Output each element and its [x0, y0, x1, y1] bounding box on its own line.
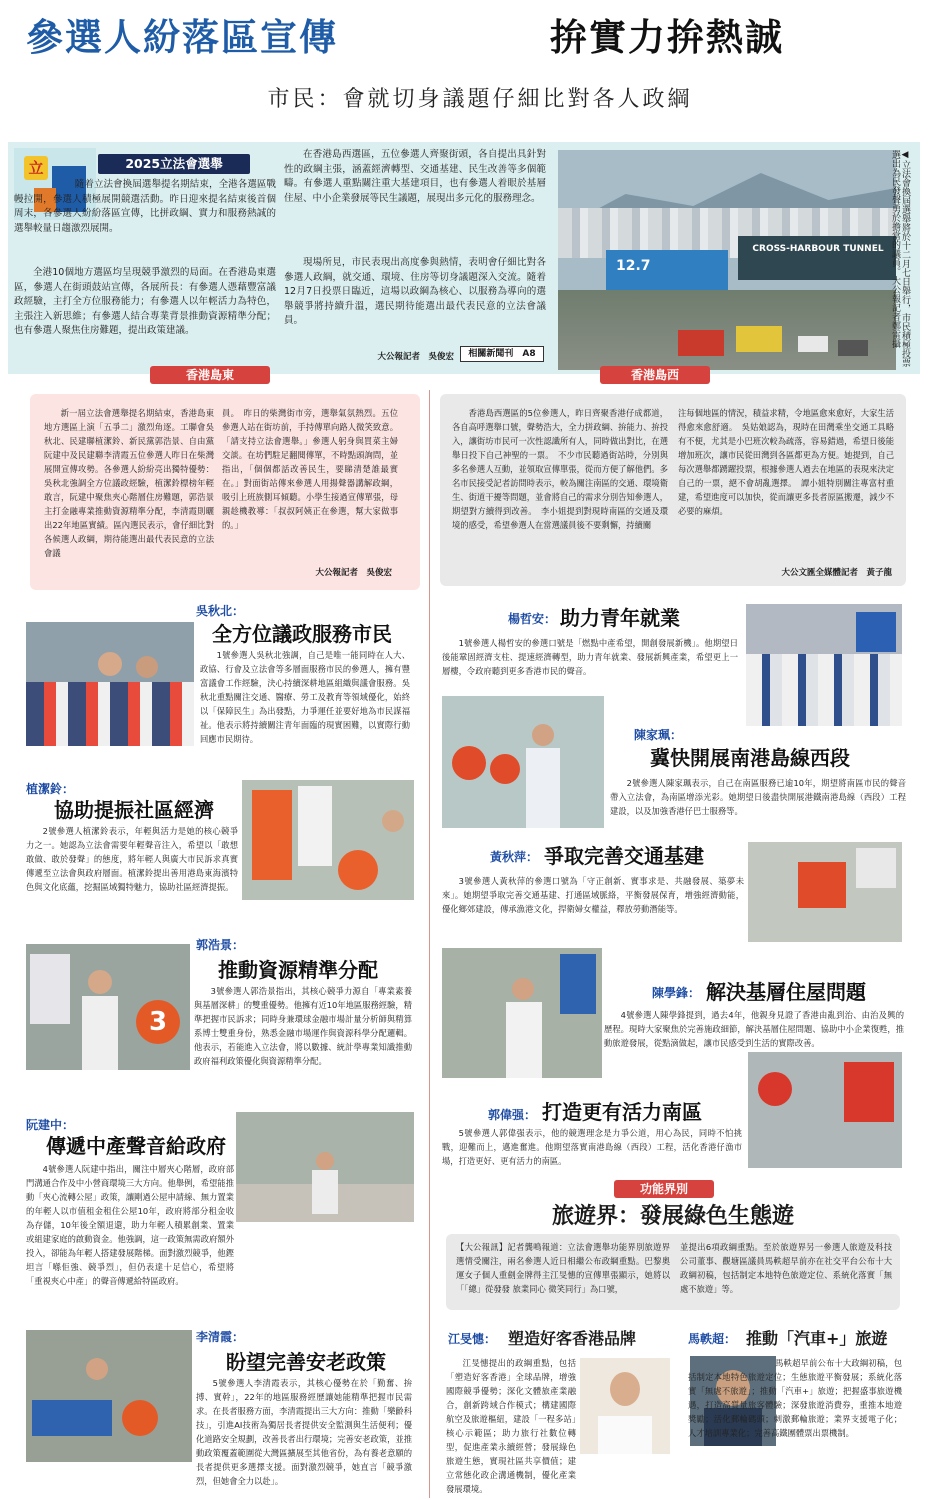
road-traffic: [558, 290, 896, 370]
east-candidate-4-quote: 傳遞中產聲音給政府: [46, 1134, 226, 1158]
east-candidate-3-photo: [26, 944, 190, 1070]
person-head: [532, 724, 554, 746]
poster-board: [560, 954, 596, 1014]
functional-intro-col1: 【大公報訊】記者龔鳴報道：立法會選舉功能界別旅遊界選情受關注，兩名參選人近日相繼公布政綱重點。巴黎奧運女子個人重劍金牌得主江旻憓的宣傳單張顯示，她將以「「總」從發發 旅業同心 微笑同行」為口號，: [456, 1242, 670, 1294]
west-candidate-5-name: 郭偉强：: [488, 1108, 537, 1122]
person-head: [382, 810, 404, 832]
related-news-ref: 相關新聞刊 A8: [460, 346, 544, 362]
west-candidate-2-name: 陳家珮：: [634, 728, 683, 742]
functional-intro-col2: 並提出6項政綱重點。至於旅遊界另一參選人旅遊及科技公司董事、觀塘區議員馬軼超早前亦在社交平台公布十大政綱初稿，包括制定本地特色旅遊定位、系統化落實「無處不旅遊」等。: [680, 1242, 892, 1294]
intro-paragraph-4: 現場所見，市民表現出高度參與熱情，表明會仔細比對各參選人政綱，就交通、環境、住房等切身議題深入交流。隨着12月7日投票日臨近，這場以政綱為核心、以服務為導向的選舉競爭將持續升溫，選民期待能選出最代表民意的立法會議員。: [284, 257, 546, 326]
intro-paragraph-1: 隨着立法會換屆選舉提名期結束，全港各選區戰幔拉開，參選人積極展開競選活動。昨日迎來提名結束後首個周末，各參選人紛紛落區宣傳，比拼政綱、實力和服務熱誠的選舉較量日趨激烈展開。: [14, 179, 276, 234]
east-candidate-5-quote: 盼望完善安老政策: [226, 1350, 386, 1374]
number-2-board-2: [490, 754, 520, 784]
subheadline: 市民：會就切身議題仔細比對各人政綱: [267, 87, 693, 112]
west-candidate-4-quote: 解決基層住屋問題: [706, 980, 866, 1004]
west-candidate-3-quote: 爭取完善交通基建: [544, 844, 704, 868]
party-badge: 立: [24, 156, 48, 180]
bus-2: [736, 326, 782, 352]
functional-headline: 旅遊界：發展綠色生態遊: [551, 1204, 794, 1229]
west-candidate-4-photo: [442, 948, 602, 1078]
west-candidate-2-quote: 冀快開展南港島線西段: [650, 746, 850, 770]
west-candidate-4-name: 陳學鋒：: [652, 986, 701, 1000]
east-candidate-4-body: 4號參選人阮建中指出，關注中層夾心階層，政府部門溝通合作及中小營商環境三大方向。他舉例，希望能推動「夾心流轉公屋」政策，讓剛過公屋申請線、無力置業的年輕人以市值租金租住公屋10年，政府將部分租金收為存儲，10年後全額退還，助力年輕人積累創業、置業或組建家庭的啟動資金。他強調，這一政策無需政府額外投入，卻能為年輕人搭建發展階梯。面對激烈競爭，他鏗坦言「喺佢強、競爭烈」，但仍表達十足信心，希望將「重視夾心中產」的聲音傳遞給特區政府。: [26, 1164, 234, 1286]
headline-left: 參選人紛落區宣傳: [26, 16, 338, 59]
east-candidate-5-name: 李清霞：: [196, 1330, 245, 1344]
west-candidate-3-body: 3號參選人黃秋萍的參選口號為「守正創新、實事求是、共融發展、築夢未來」。她期望爭取完善交通基建、打通區域脈絡，平衡發展保育，增強經濟動能，優化鄉郊建設，傳承漁港文化，捍衛婦女權益，釋放勞動潛能等。: [442, 876, 744, 914]
west-summary-col1: 香港島西選區的5位參選人，昨日齊聚香港仔成都道，各自高呼選舉口號，聲勢浩大，全力拼政綱、拚能力、拚投入，讓街坊市民可一次性認識所有人，同時做出對比，在選舉日投下自己神聖的一票。 不少市民聽過街站時，分別與多名參選人互動，並領取宣傳單張，從而方便了解他們。多名市民接受記者訪問時表示，較為關注南區的交通、環境衛生、街道干擾等問題，並會將自己的需求分別告知參選人，期望對方續得到改善。 李小姐提到對現時南區的交通及環境的感受，希望參選人在當選議員後不要剩懈，持續關: [452, 408, 668, 530]
functional-candidate-2-body: 馬軼超早前公布十大政綱初稿，包括制定本地特色旅遊定位；生態旅遊平衡發展；系統化落實「無處不旅遊」；推動「汽車+」旅遊；把握盛事旅遊機遇，打造高質量旅客體驗；深發旅遊消費券，重推本地遊獎勵；活化郵輪碼頭；刺激郵輪旅遊；業界支援電子化；人才培訓專業化；完善高鐵團體票出票機制。: [688, 1358, 902, 1438]
election-tag: 2025立法會選舉: [98, 154, 250, 174]
west-candidate-2-photo: [442, 696, 604, 828]
west-summary-col2: 注每個地區的情況，積益求精，令地區愈來愈好，大家生活得愈來愈舒適。 吳姑娘認為，現時在田灣乘坐交通工具略有不便，尤其是小巴班次較為疏落，容易錯過，希望日後能增加班次，讓市民從田灣到各區都更為方便。她提到，自己每次選舉都踴躍投票，根據參選人過去在地區的表現來決定自己的一票，絕不會胡亂選擇。 譚小姐特別關注專富村重建，希望進度可以加快，從而讓更多長者原區搬遷，減少不必要的麻煩。: [678, 408, 894, 516]
crowd: [26, 682, 194, 746]
east-candidate-5-body: 5號參選人李清霞表示，其核心優勢在於「勤奮、拚搏、實幹」，22年的地區服務經歷讓她能精準把握市民需求。在長者服務方面，李清霞提出三大方向：推動「樂齡科技」，引進AI技術為獨居長者提供安全監測與生活便利；優化道路安全規劃，改善長者出行環境；完善安老政策，並推動政策覆蓋範圍從大灣區擴展至其他省份，為有養老意願的長者提供更多選擇支援。面對激烈競爭，她直言「競爭激烈，但她會全力以赴」。: [196, 1378, 412, 1486]
functional-candidate-1-quote: 塑造好客香港品牌: [508, 1329, 637, 1348]
east-summary-col2: 員。 昨日的柴灣街市旁，選舉氣氛熱烈。五位參選人站在街坊前，手持傳單向路人微笑致意。「請支持立法會選舉。」參選人躬身與買菜主婦交談。在坊們駐足翻閱傳單，不時點頭詢問，並指出，「個個都話改善民生，要睇清楚誰最實在。」對面街站傳來參選人用揚聲器講解政綱，吸引上班族側耳傾聽。小學生接過宣傳單張，母親趁機教導：「叔叔阿姨正在參選，幫大家做事的。」: [222, 408, 398, 530]
tunnel-sign: CROSS-HARBOUR TUNNEL: [752, 244, 884, 254]
headline-right: 拚實力拚熱誠: [550, 16, 784, 59]
intro-byline: 大公報記者 吳俊宏: [377, 352, 454, 362]
sign-board: [856, 848, 896, 888]
car-2: [838, 340, 868, 356]
number-5-board: [758, 1072, 792, 1106]
person-head: [512, 978, 534, 1000]
functional-candidate-2-quote: 推動「汽車+」旅遊: [746, 1329, 888, 1348]
intro-paragraph-2: 全港10個地方選區均呈現競爭激烈的局面。在香港島東選區，參選人在街頭鼓站宣傳，各展所長：有參選人憑藉豐富議政經驗，主打全方位服務能力；有參選人以年輕活力為特色，主張注入新思維；有參選人結合專業背景推動資源精準分配；也有參選人聚焦住房難題，提出政策建議。: [14, 267, 276, 336]
west-candidate-3-photo: [748, 842, 902, 942]
east-candidate-2-name: 植潔鈴：: [26, 782, 75, 796]
photo-caption: ◀立法會換屆選舉將於十二月七日舉行，市民積極投票選出為民發聲勇於擔當的議員。大公報記者鄭雷攝: [890, 150, 910, 367]
west-byline: 大公文匯全媒體記者 黃子龍: [781, 568, 892, 578]
intro-paragraph-3: 在香港島西選區，五位參選人齊聚街頭，各自提出具針對性的政綱主張，涵蓋經濟轉型、交通基建、民生改善等多個範疇。有參選人重點關注重大基建項目，也有參選人着眼於基層住屋、中小企業發展等民生議題，展現出多元化的服務理念。: [284, 149, 546, 204]
east-candidate-1-name: 吳秋北：: [196, 604, 245, 618]
east-candidate-3-name: 郭浩景：: [196, 938, 245, 952]
billboard-date: 12.7: [616, 258, 651, 274]
number-2-board: [452, 746, 486, 780]
west-candidate-5-body: 5號參選人郭偉强表示，他的競選理念是力爭公道，用心為民，同時不怕挑戰，迎難而上，邁進奮進。他期望落實南港島線（西段）工程，活化香港仔漁市場，打造更好、更有活力的南區。: [442, 1128, 742, 1166]
east-candidate-4-photo: [236, 1112, 414, 1222]
functional-candidate-2-name: 馬軼超：: [688, 1332, 737, 1346]
banner: [252, 790, 292, 880]
person-head-2: [136, 656, 158, 678]
person-body: [312, 1170, 338, 1214]
number-5-board: [122, 1400, 158, 1436]
crowd: [746, 654, 902, 726]
banner: [844, 1062, 894, 1122]
west-candidate-1-quote: 助力青年就業: [560, 606, 680, 630]
west-candidate-1-body: 1號參選人楊哲安的參選口號是「燃點中產希望，開創發展新機」。他期望日後能鞏固經濟支柱、提速經濟轉型，助力青年就業、發展新興產業，希望更上一層樓，令政府聽到更多香港市民的聲音。: [442, 638, 738, 676]
west-candidate-1-photo: [746, 604, 902, 726]
east-candidate-4-name: 阮建中：: [26, 1118, 75, 1132]
west-candidate-1-name: 楊哲安：: [508, 612, 557, 626]
east-summary-col1: 新一屆立法會選舉提名期結束，香港島東地方選區上演「五爭二」激烈角逐。工聯會吳秋北、民建聯植潔鈴、新民黨郭浩景、自由黨阮建中及民建聯李清霞五位參選人昨日在柴灣展開宣傳攻勢。各參選人紛紛亮出獨特優勢：吳秋北強調全方位議政經驗，植潔鈴標榜年輕敢言，阮建中聚焦夾心階層住房難題，郭浩景主打金融專業推動資源精準分配，李清霞則曬出22年地區實績。區內選民表示，會仔細比對各候選人政綱，期待能選出最代表民意的立法會議: [44, 408, 214, 558]
functional-candidate-1-name: 江旻憓：: [448, 1332, 497, 1346]
functional-candidate-1-photo: [580, 1358, 670, 1454]
west-candidate-3-name: 黃秋萍：: [490, 850, 539, 864]
east-candidate-3-body: 3號參選人郭浩景指出，其核心競爭力源自「專業素養與基層深耕」的雙重優勢。他擁有近10年地區服務經驗，精準把握市民訴求；同時身兼環球金融市場計量分析師與精算系博士雙重身份，熟悉金融市場運作與資源科學分配邏輯。他表示，若能進入立法會，將以數據、統計學專業知識推動政府福利政策優化與資源精準分配。: [194, 986, 412, 1066]
east-candidate-3-quote: 推動資源精準分配: [218, 958, 378, 982]
harbour-tunnel-photo: [558, 150, 896, 370]
section-label-functional: 功能界別: [614, 1180, 714, 1198]
person-head: [98, 652, 122, 676]
poster-board: [30, 954, 70, 1024]
campaign-banner: [32, 1400, 112, 1436]
east-candidate-5-photo: [26, 1330, 192, 1462]
person-body: [526, 748, 560, 828]
east-candidate-1-quote: 全方位議政服務市民: [212, 622, 392, 646]
person-head: [86, 1358, 108, 1380]
bus: [678, 330, 724, 356]
banner-2: [298, 786, 332, 866]
east-candidate-1-photo: [26, 622, 194, 746]
functional-candidate-1-body: 江旻憓提出的政綱重點，包括「塑造好客香港」全球品牌，增強國際競爭優勢；深化文體旅產業融合，創新跨域合作模式；構建國際航空及旅遊樞紐，建設「一程多站」核心示範區；助力旅行社數位轉型，促進產業永續經營；發展綠色旅遊生態，實現社區共享價值；建立常態化政企溝通機制，優化產業發展環境。: [446, 1358, 576, 1494]
person-head: [316, 1152, 334, 1170]
west-candidate-4-body: 4號參選人陳學鋒提到，過去4年，他親身見證了香港由亂到治、由治及興的歷程。現時大家聚焦於完善施政細節，解決基層住屋問題、協助中小企業復甦，推動旅遊發展，從點滴做起，讓市民感受到生活的實際改善。: [604, 1010, 904, 1048]
east-candidate-2-body: 2號參選人植潔鈴表示，年輕與活力是她的核心競爭力之一。她認為立法會需要年輕聲音注入，希望以「敢想敢做、敢於發聲」的態度，將年輕人與廣大市民訴求真實傳遞至立法會與政府層面。植潔鈴提出善用港島東海濱特色與文化底蘊，挖掘區域獨特魅力，協助社區經濟提振。: [26, 826, 238, 892]
header: [0, 0, 928, 138]
banner: [798, 862, 846, 908]
section-label-east: 香港島東: [150, 366, 270, 384]
person-head: [88, 970, 112, 994]
section-label-west: 香港島西: [600, 366, 710, 384]
west-candidate-5-photo: [748, 1052, 902, 1168]
west-candidate-2-body: 2號參選人陳家珮表示，自己在南區服務已逾10年，期望將南區市民的聲音帶入立法會，為南區增添光彩。她期望日後盡快開展港鐵南港島線（西段）工程建設，以及加強香港仔巴士服務等。: [610, 778, 906, 816]
west-candidate-5-quote: 打造更有活力南區: [542, 1100, 702, 1124]
car: [798, 336, 828, 352]
campaign-board: [338, 850, 378, 890]
number-3-board: 3: [136, 1000, 180, 1044]
east-byline: 大公報記者 吳俊宏: [315, 568, 392, 578]
east-candidate-1-body: 1號參選人吳秋北強調，自己是唯一能同時在人大、政協、行會及立法會等多層面服務市民的參選人，擁有豐富議會工作經驗，決心持續深耕地區組織與議會服務。吳秋北重點關注交通、醫療、勞工及教育等領域優化，始終以「保障民生」為出發點，力爭運任並要好地為市民謀福祉。他表示將持續關注青年面臨的現實困難，以實際行動回應市民期待。: [200, 650, 410, 744]
east-candidate-2-photo: [242, 780, 414, 900]
tunnel-portal: [738, 236, 896, 280]
banner: [856, 612, 896, 652]
column-divider: [429, 390, 430, 1498]
person-body: [82, 996, 118, 1070]
east-candidate-2-quote: 協助提振社區經濟: [54, 798, 214, 822]
person-body: [506, 1002, 542, 1078]
person-head: [610, 1372, 640, 1406]
person-body: [598, 1416, 652, 1454]
